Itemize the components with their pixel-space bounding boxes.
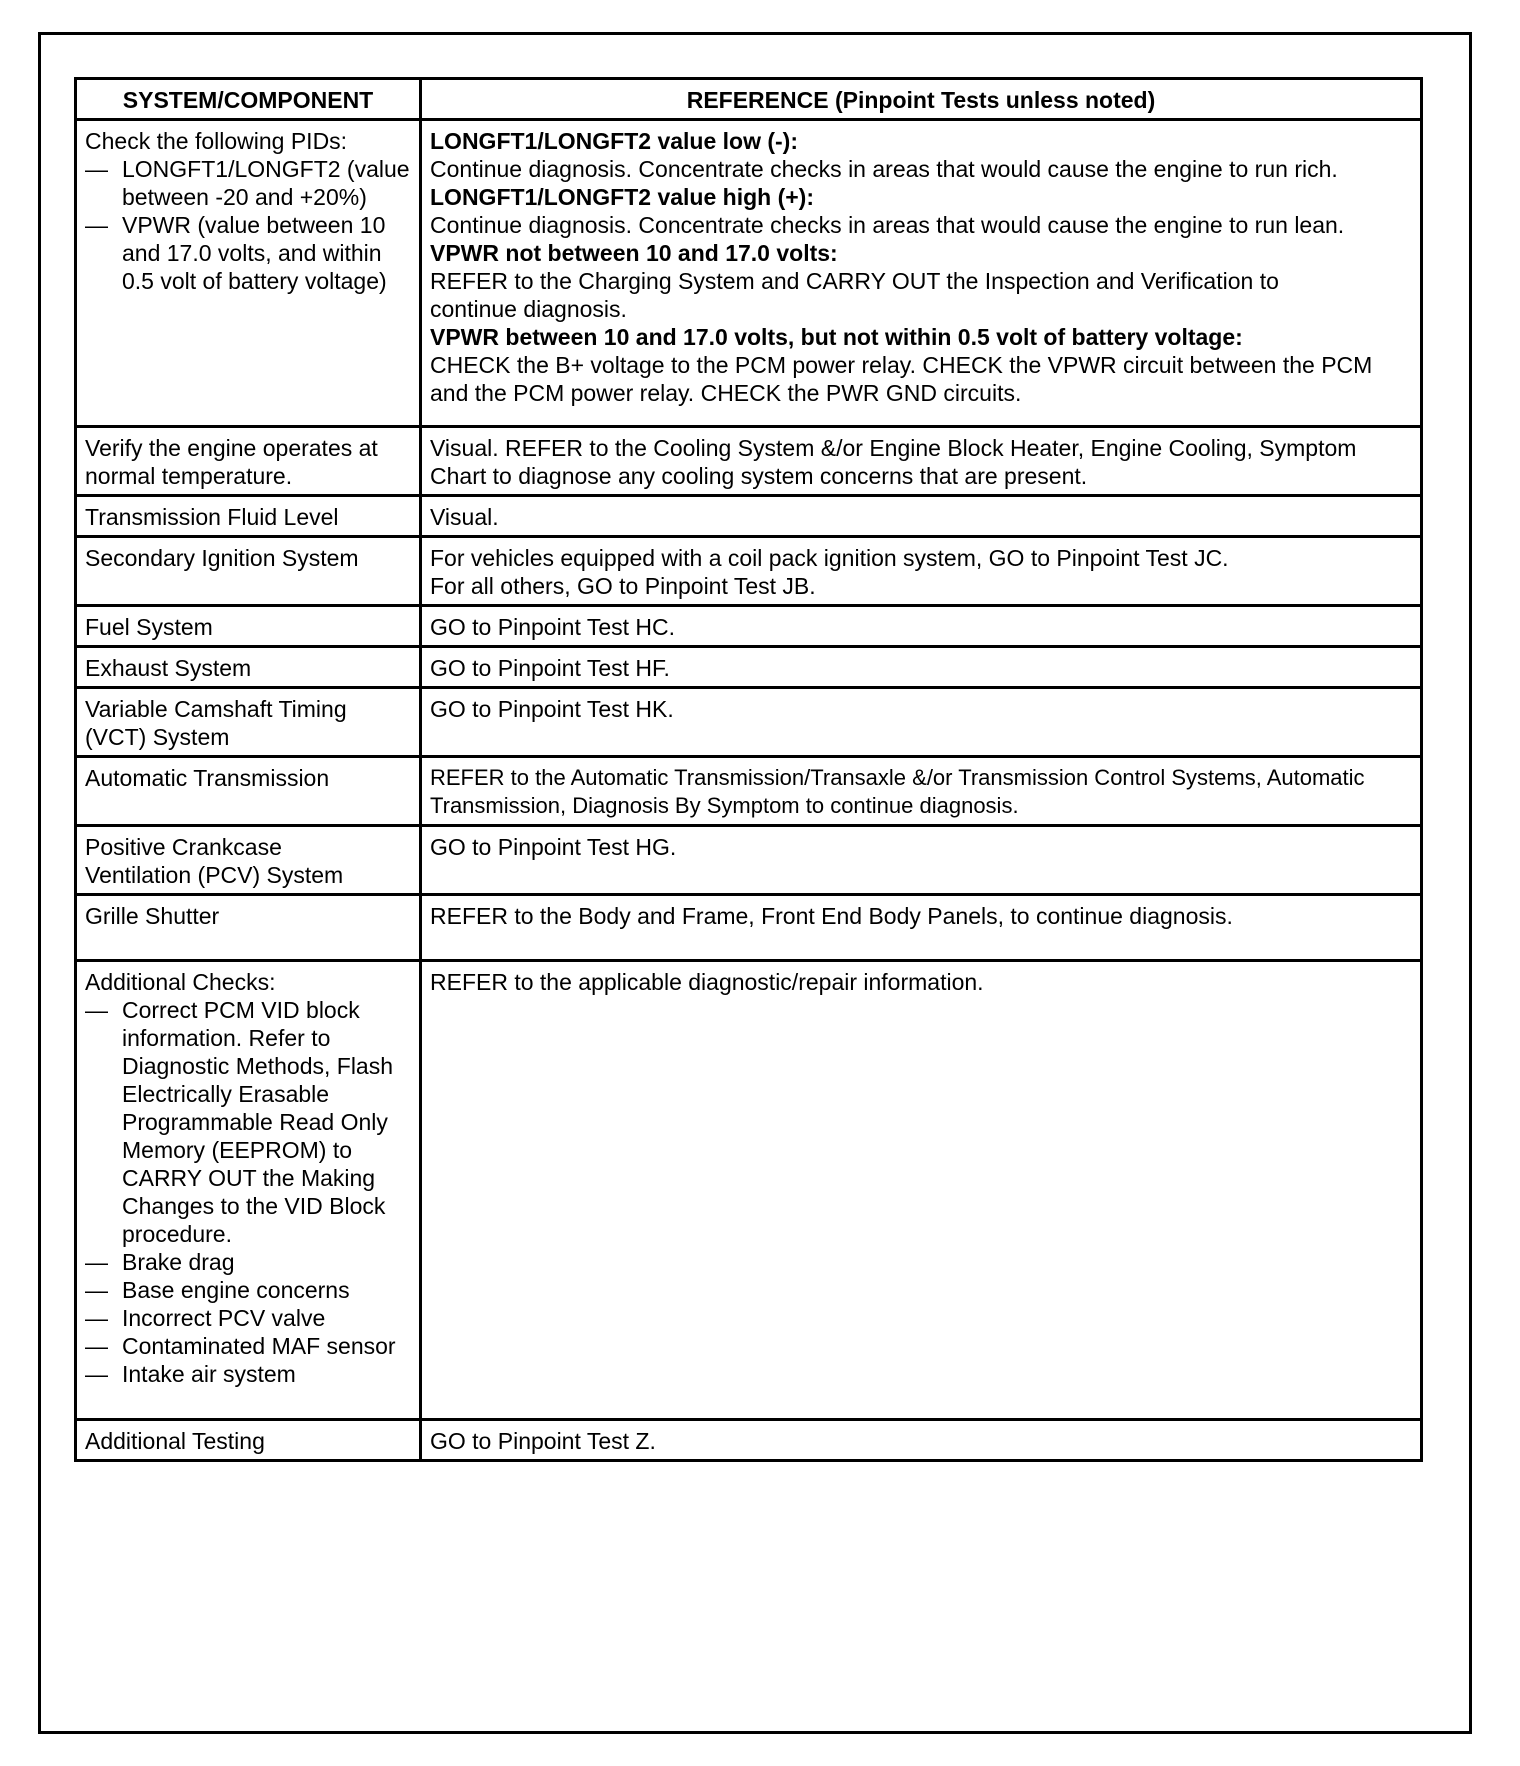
dash-glyph: — [85,212,108,238]
list-item: — Incorrect PCV valve [85,1305,326,1331]
reference-cell [421,537,1422,606]
system-cell [76,961,421,1420]
system-cell: Positive Crankcase Ventilation (PCV) System [76,826,421,895]
reference-cell: REFER to the Automatic Transmission/Transaxle &/or Transmission Control Systems, Automatic Transmission, Diagnosis By Symptom to continue diagnosis. [421,757,1422,826]
reference-cell: Visual. [421,496,1422,537]
system-cell [76,120,421,427]
reference-heading: VPWR not between 10 and 17.0 volts: [430,240,838,266]
table-row [76,826,1422,895]
system-cell: Secondary Ignition System [76,537,421,606]
reference-cell: REFER to the applicable diagnostic/repair information. [421,961,1422,1420]
table-row [76,647,1422,688]
dash-glyph: — [85,156,108,182]
system-cell: Exhaust System [76,647,421,688]
dash-glyph: — [85,1277,108,1303]
list-item: — Contaminated MAF sensor [85,1333,396,1359]
dash-glyph: — [85,1305,108,1331]
reference-cell: Visual. REFER to the Cooling System &/or Engine Block Heater, Engine Cooling, Symptom Chart to diagnose any cooling system concerns that are present. [421,427,1422,496]
reference-text: For all others, GO to Pinpoint Test JB. [430,573,816,599]
table-row [76,757,1422,826]
system-cell: Grille Shutter [76,895,421,961]
table-row [76,1420,1422,1461]
system-cell: Additional Testing [76,1420,421,1461]
system-intro: Additional Checks: [85,969,276,995]
system-cell: Fuel System [76,606,421,647]
reference-cell: GO to Pinpoint Test HG. [421,826,1422,895]
reference-cell: GO to Pinpoint Test HK. [421,688,1422,757]
reference-heading: LONGFT1/LONGFT2 value high (+): [430,184,814,210]
table-row [76,496,1422,537]
system-cell: Transmission Fluid Level [76,496,421,537]
table-row [76,427,1422,496]
list-item: — Base engine concerns [85,1277,350,1303]
list-item: — VPWR (value between 10 and 17.0 volts, and within 0.5 volt of battery voltage) [85,212,387,294]
system-cell: Verify the engine operates at normal temperature. [76,427,421,496]
dash-glyph: — [85,1361,108,1387]
table-row [76,606,1422,647]
system-intro: Check the following PIDs: [85,128,348,154]
reference-text: CHECK the B+ voltage to the PCM power relay. CHECK the VPWR circuit between the PCM and the PCM power relay. CHECK the PWR GND circuits. [430,352,1373,406]
system-cell: Variable Camshaft Timing (VCT) System [76,688,421,757]
table-row [76,961,1422,1420]
reference-cell: GO to Pinpoint Test HC. [421,606,1422,647]
dash-glyph: — [85,1249,108,1275]
table-row [76,120,1422,427]
dash-glyph: — [85,1333,108,1359]
table-row [76,537,1422,606]
list-item: — Brake drag [85,1249,235,1275]
reference-text: REFER to the Charging System and CARRY OUT the Inspection and Verification to continue diagnosis. [430,268,1279,322]
column-header-system: SYSTEM/COMPONENT [76,79,421,120]
table-row [76,895,1422,961]
list-item: — Correct PCM VID block information. Refer to Diagnostic Methods, Flash Electrically Erasable Programmable Read Only Memory (EEPROM) to CARRY OUT the Making Changes to the VID Block procedure. [85,997,394,1247]
reference-cell: GO to Pinpoint Test HF. [421,647,1422,688]
system-cell: Automatic Transmission [76,757,421,826]
list-item: — LONGFT1/LONGFT2 (value between -20 and +20%) [85,156,410,210]
reference-heading: LONGFT1/LONGFT2 value low (-): [430,128,798,154]
reference-cell: GO to Pinpoint Test Z. [421,1420,1422,1461]
reference-text: Continue diagnosis. Concentrate checks in areas that would cause the engine to run rich. [430,156,1338,182]
reference-text: Continue diagnosis. Concentrate checks in areas that would cause the engine to run lean. [430,212,1345,238]
reference-table [74,77,1423,1462]
table-row [76,688,1422,757]
column-header-reference: REFERENCE (Pinpoint Tests unless noted) [421,79,1422,120]
reference-cell [421,120,1422,427]
reference-cell: REFER to the Body and Frame, Front End Body Panels, to continue diagnosis. [421,895,1422,961]
reference-heading: VPWR between 10 and 17.0 volts, but not within 0.5 volt of battery voltage: [430,324,1243,350]
dash-glyph: — [85,997,108,1023]
reference-text: For vehicles equipped with a coil pack ignition system, GO to Pinpoint Test JC. [430,545,1229,571]
list-item: — Intake air system [85,1361,296,1387]
table-header-row [76,79,1422,120]
